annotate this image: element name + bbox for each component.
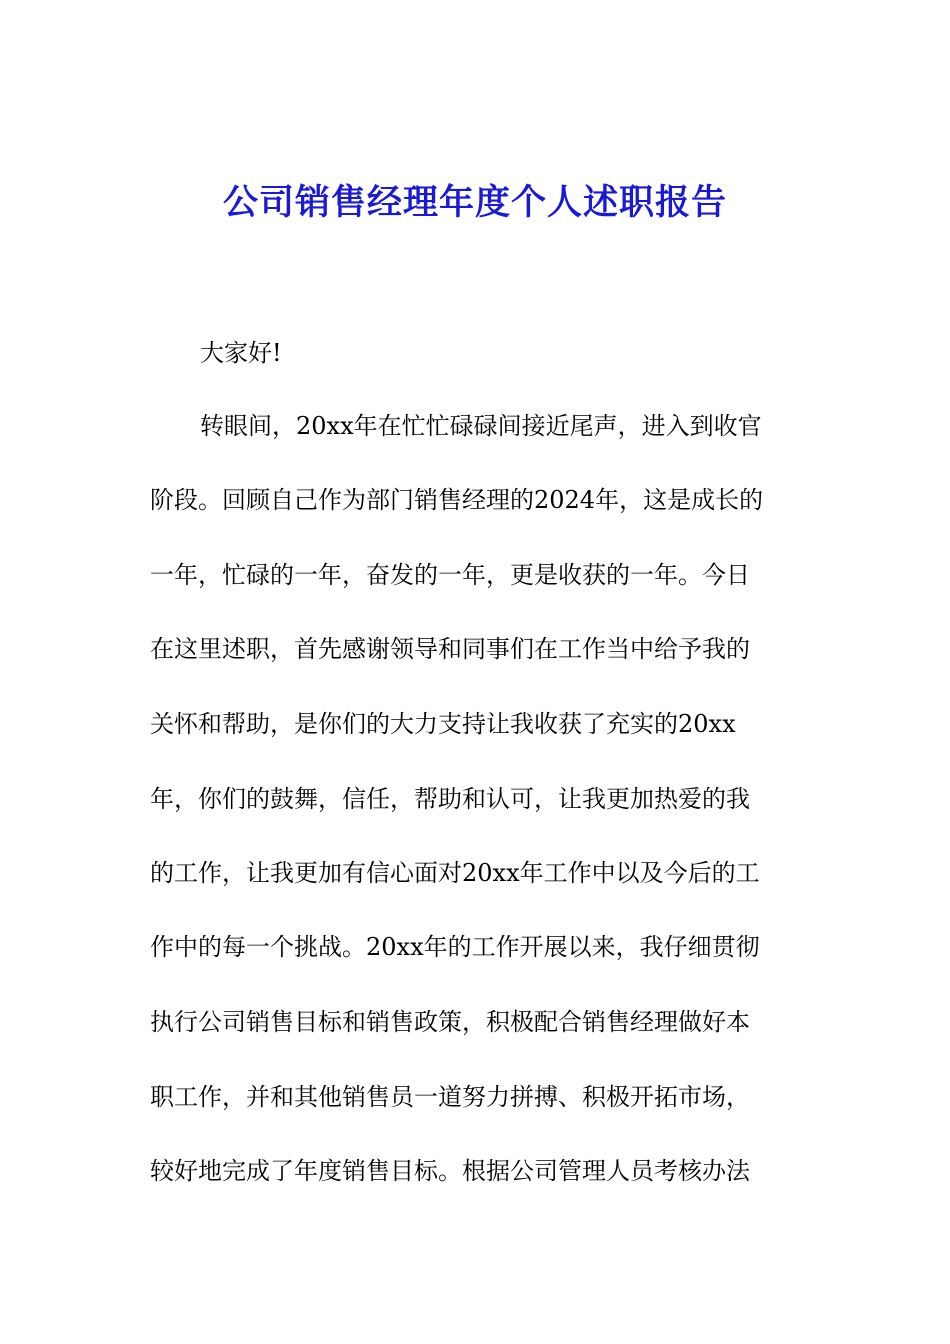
paragraph-line: 一年，忙碌的一年，奋发的一年，更是收获的一年。今日 bbox=[150, 561, 750, 589]
paragraph-line: 在这里述职，首先感谢领导和同事们在工作当中给予我的 bbox=[150, 635, 750, 663]
paragraph-line: 关怀和帮助，是你们的大力支持让我收获了充实的20xx bbox=[150, 710, 736, 738]
greeting-line: 大家好! bbox=[200, 339, 282, 367]
paragraph-line: 职工作，并和其他销售员一道努力拼搏、积极开拓市场， bbox=[150, 1083, 750, 1111]
paragraph-line: 的工作，让我更加有信心面对20xx年工作中以及今后的工 bbox=[150, 859, 760, 887]
document-title: 公司销售经理年度个人述职报告 bbox=[222, 182, 727, 223]
paragraph-line: 年，你们的鼓舞，信任，帮助和认可，让我更加热爱的我 bbox=[150, 785, 750, 813]
paragraph-line: 执行公司销售目标和销售政策，积极配合销售经理做好本 bbox=[150, 1008, 750, 1036]
paragraph-line: 阶段。回顾自己作为部门销售经理的2024年，这是成长的 bbox=[150, 486, 764, 514]
paragraph-line: 作中的每一个挑战。20xx年的工作开展以来，我仔细贯彻 bbox=[150, 933, 760, 961]
paragraph-line: 转眼间，20xx年在忙忙碌碌间接近尾声，进入到收官 bbox=[200, 412, 762, 440]
paragraph-line: 较好地完成了年度销售目标。根据公司管理人员考核办法 bbox=[150, 1157, 750, 1185]
